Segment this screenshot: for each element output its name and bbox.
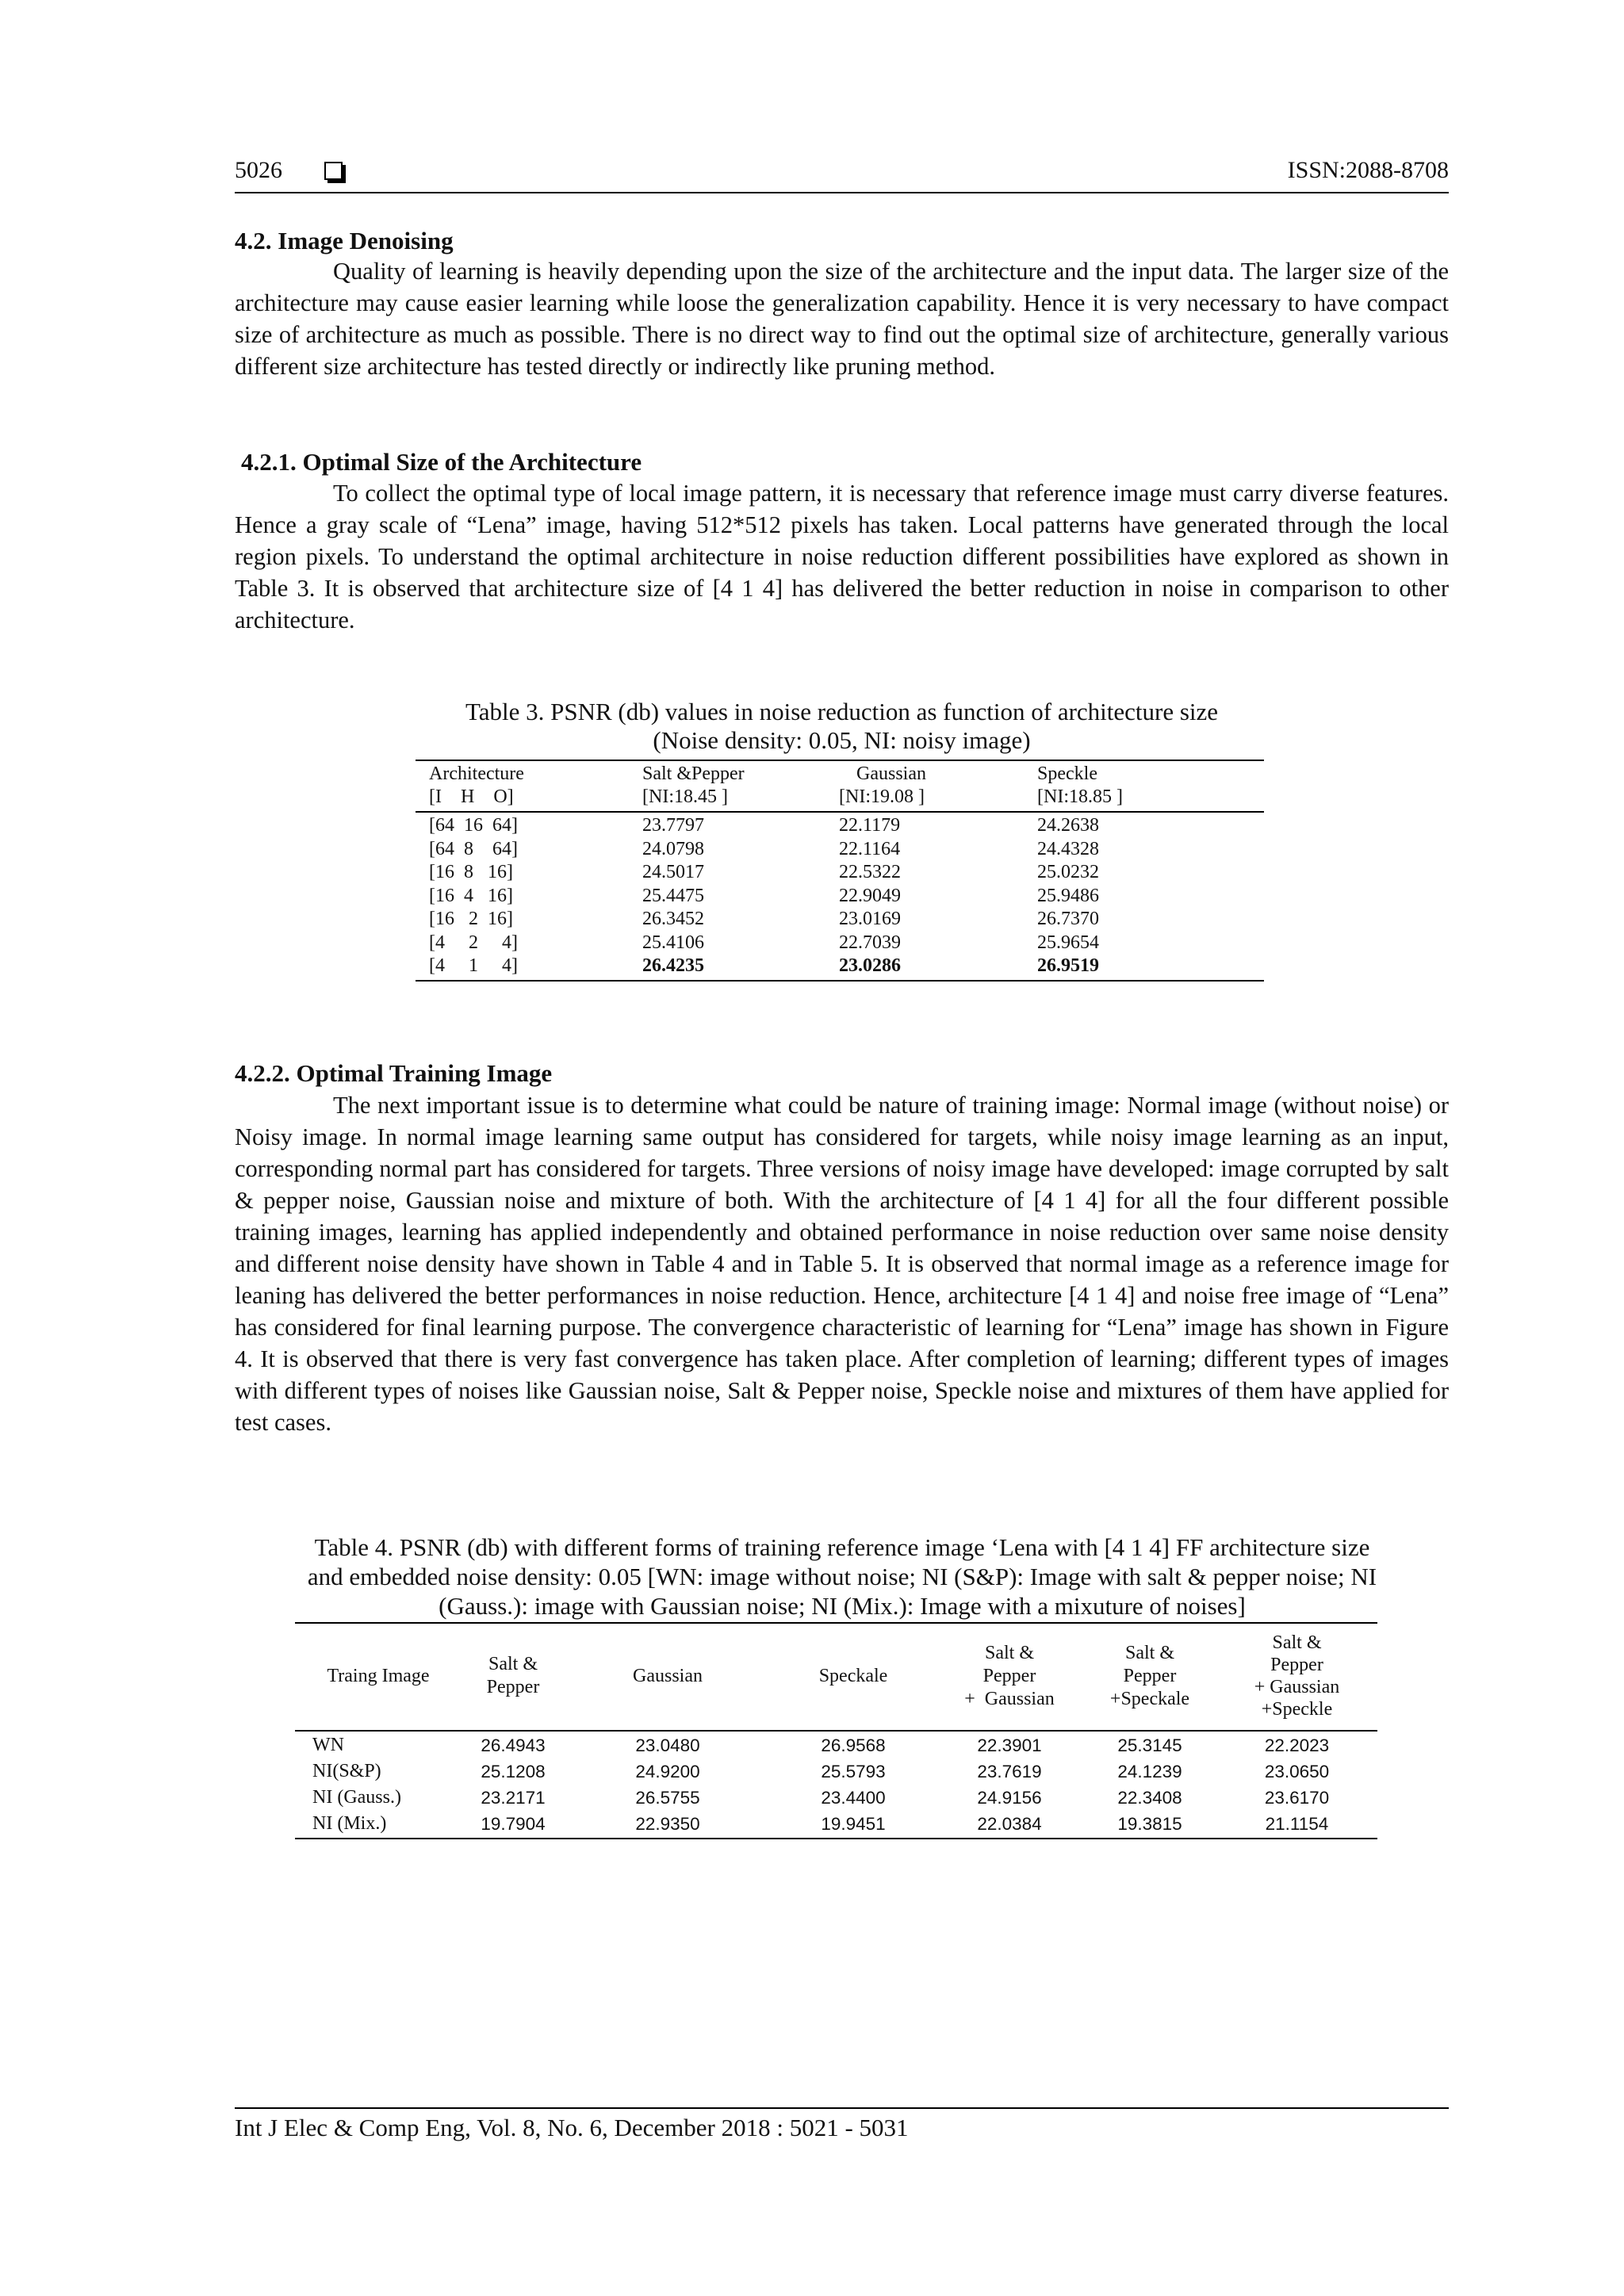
table3-cell: 22.5322 (839, 862, 901, 882)
table4-header-line: Salt & (1272, 1632, 1322, 1653)
table4-cell: 25.3145 (1117, 1735, 1182, 1755)
table4-cell: 22.0384 (977, 1813, 1042, 1834)
table4-cell: 19.3815 (1117, 1813, 1182, 1834)
table4-cell: WN (312, 1735, 344, 1755)
section-4-2-1-paragraph: To collect the optimal type of local image pattern, it is necessary that reference image must carry diverse features. Hence a gray scale of “Lena” image, having 512*512 pixels has taken. Local patterns have generated through the local region pixels. To understand the optimal architecture in noise reduction different possibilities have explored as shown in Table 3. It is observed that architecture size of [4 1 4] has delivered the better reduction in noise in comparison to other architecture. (235, 480, 1449, 633)
table3-header-gaussian (839, 763, 926, 809)
table3-cell: 22.9049 (839, 885, 901, 906)
table3-body (429, 814, 1099, 978)
table4-cell: 25.5793 (821, 1761, 886, 1781)
table-row (429, 861, 1099, 885)
table4-header-line: Speckale (818, 1665, 888, 1686)
table4-cell: 22.3408 (1117, 1787, 1182, 1808)
table3-cell: 25.0232 (1037, 862, 1099, 882)
table3-header-line: [NI:18.45 ] (642, 786, 728, 807)
table4-cell: NI (Mix.) (312, 1813, 387, 1834)
table4-cell: 19.9451 (821, 1813, 886, 1834)
table3-header-line: Gaussian (856, 763, 926, 784)
table4-bottom-rule (295, 1838, 1377, 1839)
table3-header-speckle (1037, 763, 1123, 809)
table3-cell: 25.4106 (642, 932, 704, 953)
table4-header-line: Salt & (1124, 1642, 1174, 1663)
table3-cell: 24.5017 (642, 862, 704, 882)
table3-cell: [64 8 64] (429, 838, 518, 859)
table4-cell: 24.9200 (635, 1761, 700, 1781)
footer-rule (235, 2107, 1449, 2109)
header-rule (235, 192, 1449, 193)
table4-cell: 23.0650 (1264, 1761, 1330, 1781)
table4-header-line: +Speckle (1261, 1699, 1333, 1720)
table3-cell: [16 8 16] (429, 862, 513, 882)
table4-header-salt-pepper (462, 1653, 565, 1699)
table3-cell: 26.7370 (1037, 909, 1099, 929)
table3-cell: 24.2638 (1037, 815, 1099, 836)
table3-cell: 22.1179 (839, 815, 901, 836)
table3-header-salt-pepper (642, 763, 745, 809)
table4-header-line: Salt & (984, 1642, 1034, 1663)
table4-header-line: + Gaussian (1254, 1677, 1340, 1697)
table3-cell: [16 4 16] (429, 885, 513, 906)
table3-cell: 25.4475 (642, 885, 704, 906)
table4-cell: 21.1154 (1265, 1813, 1329, 1834)
table4-caption-line3: (Gauss.): image with Gaussian noise; NI (Mix.): Image with a mixuture of noises] (439, 1592, 1246, 1620)
table4-header-salt-pepper-gaussian (936, 1642, 1083, 1711)
table-row (429, 955, 1099, 978)
table3-header-line: [NI:19.08 ] (839, 786, 925, 807)
table4-header-line: Traing Image (327, 1665, 430, 1686)
table3-cell: 23.0169 (839, 909, 901, 929)
table4-cell: 23.0480 (635, 1735, 700, 1755)
table4-cell: 26.5755 (635, 1787, 700, 1808)
table3-cell: [64 16 64] (429, 815, 518, 836)
table-row (295, 1758, 1377, 1785)
table4-header-row (295, 1624, 1377, 1728)
table-row (295, 1811, 1377, 1837)
table4-header-salt-pepper-speckale (1083, 1642, 1216, 1711)
page-number: 5026 (235, 157, 282, 183)
table3-cell: [4 1 4] (429, 955, 518, 976)
table4-header-line: +Speckale (1109, 1688, 1190, 1709)
table4-cell: 24.1239 (1117, 1761, 1182, 1781)
table3-cell: 26.3452 (642, 909, 704, 929)
table3-header-line: Architecture (429, 763, 524, 784)
table3-cell: 23.0286 (839, 955, 901, 976)
table4-cell: 23.2171 (481, 1787, 546, 1808)
table4-cell: 22.2023 (1264, 1735, 1330, 1755)
section-4-2-paragraph: Quality of learning is heavily depending upon the size of the architecture and the input data. The larger size of the architecture may cause easier learning while loose the generalization capability. Hence it is very necessary to have compact size of architecture as much as possible. There is no direct way to find out the optimal size of architecture, generally various different size architecture has tested directly or indirectly like pruning method. (235, 258, 1449, 380)
table3-cell: 22.1164 (839, 838, 901, 859)
table3-cell: 22.7039 (839, 932, 901, 953)
table3-header-line: [I H O] (429, 786, 514, 807)
table3-cell: 24.0798 (642, 838, 704, 859)
table4-cell: 23.7619 (977, 1761, 1042, 1781)
table3-caption-line1: Table 3. PSNR (db) values in noise reduction as function of architecture size (465, 698, 1219, 725)
issn: ISSN:2088-8708 (1287, 157, 1449, 183)
table4-body (295, 1732, 1377, 1837)
table4-cell: 26.9568 (821, 1735, 886, 1755)
table3-bottom-rule (416, 980, 1264, 982)
table4-cell: 23.6170 (1264, 1787, 1330, 1808)
table4-caption-line2: and embedded noise density: 0.05 [WN: image without noise; NI (S&P): Image with salt & pepper noise; NI (307, 1563, 1377, 1590)
table-row (429, 932, 1099, 955)
table3-caption-line2: (Noise density: 0.05, NI: noisy image) (653, 726, 1031, 754)
table4-header-line: Gaussian (633, 1665, 703, 1686)
table3-header-line: Speckle (1037, 763, 1097, 784)
table4-header-mixture (1216, 1632, 1377, 1720)
table4-cell: 23.4400 (821, 1787, 886, 1808)
table4-header-rule (295, 1730, 1377, 1732)
table4-cell: 22.3901 (977, 1735, 1042, 1755)
table4-cell: NI(S&P) (312, 1761, 381, 1781)
table4-caption-line1: Table 4. PSNR (db) with different forms of training reference image ‘Lena with [4 1 4] FF architecture size (314, 1533, 1370, 1561)
table3-cell: 23.7797 (642, 815, 704, 836)
table4-header-line: Salt & (488, 1654, 538, 1674)
table4-cell: 26.4943 (481, 1735, 546, 1755)
table3-cell: 26.4235 (642, 955, 704, 976)
section-heading-4-2-2: 4.2.2. Optimal Training Image (235, 1059, 553, 1087)
table3-cell: 26.9519 (1037, 955, 1099, 976)
table3-header-line: Salt &Pepper (642, 763, 745, 784)
table3-cell: 25.9486 (1037, 885, 1099, 906)
section-4-2-2-paragraph: The next important issue is to determine what could be nature of training image: Normal image (without noise) or Noisy image. In normal image learning same output has considered for targets, while noisy image learning as an input, corresponding normal part has considered for targets. Three versions of noisy image have developed: image corrupted by salt & pepper noise, Gaussian noise and mixture of both. With the architecture of [4 1 4] for all the four different possible training images, learning has applied independently and obtained performance in noise reduction over same noise density and different noise density have shown in Table 4 and in Table 5. It is observed that normal image as a reference image for leaning has delivered the better performances in noise reduction. Hence, architecture [4 1 4] and noise free image of “Lena” has considered for final learning purpose. The convergence characteristic of learning for “Lena” image has shown in Figure 4. It is observed that there is very fast convergence has taken place. After completion of learning; different types of images with different types of noises like Gaussian noise, Salt & Pepper noise, Speckle noise and mixtures of them have applied for test cases. (235, 1092, 1449, 1436)
table4-header-line: Pepper (982, 1665, 1036, 1686)
table3-cell: [4 2 4] (429, 932, 518, 953)
table4-cell: NI (Gauss.) (312, 1787, 401, 1808)
table-row (429, 814, 1099, 838)
table-row (429, 838, 1099, 862)
section-heading-4-2-1: 4.2.1. Optimal Size of the Architecture (241, 448, 642, 476)
footer-citation: Int J Elec & Comp Eng, Vol. 8, No. 6, December 2018 : 5021 - 5031 (235, 2114, 909, 2141)
table4-header-line: + Gaussian (964, 1688, 1055, 1709)
table3-header-architecture (429, 763, 524, 809)
table3-cell: 24.4328 (1037, 838, 1099, 859)
table-row (295, 1785, 1377, 1811)
table3-cell: [16 2 16] (429, 909, 513, 929)
table3-header-rule (416, 811, 1264, 813)
table4-header-training-image (295, 1665, 462, 1688)
table4-header-line: Pepper (1123, 1665, 1177, 1686)
table3-top-rule (416, 760, 1264, 761)
section-heading-4-2: 4.2. Image Denoising (235, 227, 454, 254)
table-row (295, 1732, 1377, 1758)
table3-cell: 25.9654 (1037, 932, 1099, 953)
table4-header-line: Pepper (1270, 1655, 1323, 1675)
table3-header-line: [NI:18.85 ] (1037, 786, 1123, 807)
table4-header-line: Pepper (486, 1677, 540, 1697)
table4-header-speckale (771, 1665, 936, 1688)
table4-cell: 25.1208 (481, 1761, 546, 1781)
table4-cell: 22.9350 (635, 1813, 700, 1834)
table4-cell: 19.7904 (481, 1813, 546, 1834)
table4-header-gaussian (565, 1665, 771, 1688)
table-row (429, 885, 1099, 909)
table-row (429, 908, 1099, 932)
table4-cell: 24.9156 (977, 1787, 1042, 1808)
square-bullet-icon (324, 162, 343, 185)
